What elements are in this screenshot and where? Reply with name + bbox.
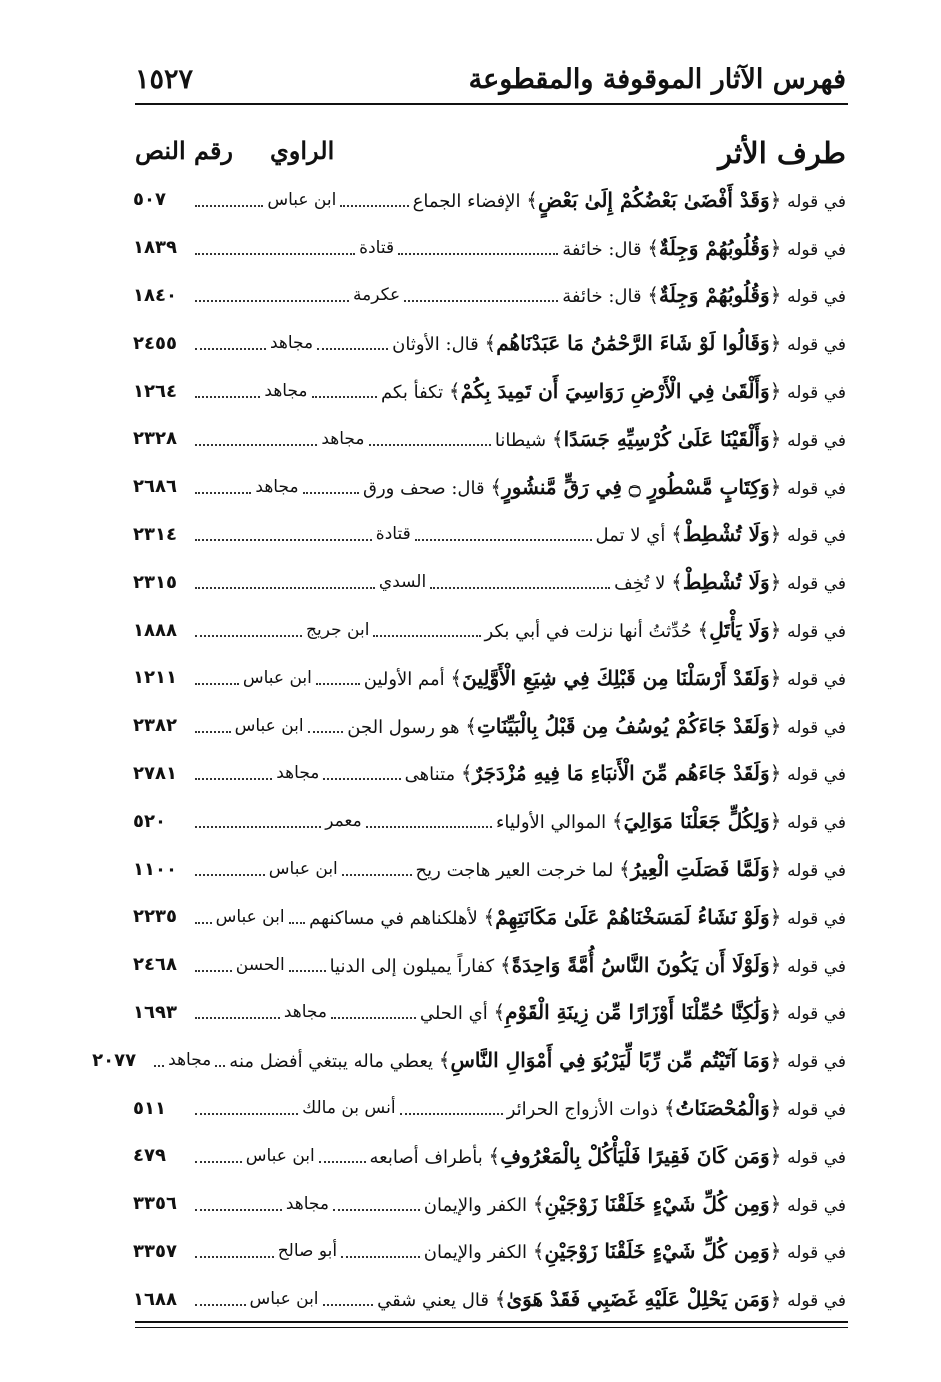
ornate-bracket-close: ﴾ [671, 522, 683, 547]
entry-explanation: أي الحلي [419, 1003, 488, 1025]
quran-phrase: وَمَا آتَيْتُم مِّن رِّبًا لِّيَرْبُوَ فِي أَمْوَالِ النَّاسِ [450, 1048, 770, 1073]
ornate-bracket-close: ﴾ [494, 1287, 507, 1312]
index-row [133, 558, 846, 606]
narrator: مجاهد [269, 333, 314, 354]
text-number: ٢٠٧٧ [92, 1049, 137, 1071]
ornate-bracket-open: ﴿ [769, 187, 782, 212]
narrator: معمر [325, 811, 362, 832]
ornate-bracket-close: ﴾ [697, 618, 710, 643]
ornate-bracket-open: ﴿ [769, 331, 782, 356]
entry-prefix: في قوله [787, 622, 846, 643]
ornate-bracket-open: ﴿ [769, 379, 782, 404]
ornate-bracket-close: ﴾ [647, 283, 660, 308]
ornate-bracket-open: ﴿ [769, 474, 782, 499]
leader-dots [333, 1209, 420, 1211]
leader-dots [289, 970, 326, 972]
ornate-bracket-open: ﴿ [769, 1239, 782, 1264]
leader-dots [195, 778, 272, 780]
column-head-narrator: الراوي [270, 136, 335, 165]
index-row [133, 702, 846, 750]
narrator: السدي [378, 572, 427, 593]
entry-explanation: قال: الأوثان [392, 334, 479, 356]
entry-text [413, 188, 846, 212]
entry-explanation: قال يعني شقي [377, 1290, 489, 1312]
ornate-bracket-open: ﴿ [769, 857, 782, 882]
leader-dots [154, 1065, 164, 1067]
leader-dots [195, 683, 239, 685]
leader-dots [369, 444, 491, 446]
leader-dots [316, 683, 360, 685]
leader-dots [195, 205, 263, 207]
leader-dots [195, 587, 375, 589]
leader-dots [430, 587, 610, 589]
leader-dots [289, 922, 306, 924]
entry-prefix: في قوله [787, 430, 846, 451]
leader-dots [415, 539, 592, 541]
index-row [133, 941, 846, 989]
ornate-bracket-close: ﴾ [663, 1096, 676, 1121]
text-number: ٢٣٢٨ [133, 428, 177, 450]
narrator: قتادة [375, 524, 411, 545]
entry-explanation: ذوات الأزواج الحرائر [506, 1099, 659, 1121]
leader-dots [303, 492, 359, 494]
entry-prefix: في قوله [787, 1004, 846, 1025]
column-head-athar: طرف الأثر [718, 136, 846, 170]
leader-dots [195, 635, 302, 637]
narrator: ابن عباس [215, 906, 285, 927]
ornate-bracket-close: ﴾ [465, 713, 477, 738]
index-row [133, 654, 846, 702]
index-row [133, 750, 846, 798]
ornate-bracket-open: ﴿ [769, 1048, 782, 1073]
leader-dots [312, 396, 377, 398]
ornate-bracket-close: ﴾ [460, 761, 473, 786]
ornate-bracket-close: ﴾ [532, 1239, 545, 1264]
text-number: ١٦٩٣ [132, 1001, 177, 1023]
entry-explanation: كفاراً يميلون إلى الدنيا [329, 955, 495, 977]
ornate-bracket-close: ﴾ [493, 1000, 506, 1025]
leader-dots [308, 731, 344, 733]
entry-prefix: في قوله [787, 1147, 846, 1168]
entry-explanation: متناهى [404, 764, 456, 786]
entry-prefix: في قوله [787, 1100, 846, 1121]
narrator: مجاهد [168, 1050, 212, 1071]
index-row [133, 1132, 846, 1180]
entry-text [507, 1096, 846, 1120]
page-number: ١٥٢٧ [135, 64, 194, 95]
index-row [133, 893, 846, 941]
narrator: عكرمة [353, 285, 401, 306]
text-number: ٢٦٨٦ [132, 476, 177, 498]
footer-rule-bottom [135, 1327, 848, 1328]
quran-phrase: وَلَقَدْ جَاءَهُم مِّنَ الْأَنبَاءِ مَا فِيهِ مُزْدَجَرٌ [472, 761, 770, 786]
leader-dots [195, 826, 321, 828]
quran-phrase: وَلَا تُشْطِطْ [682, 522, 770, 547]
ornate-bracket-close: ﴾ [647, 235, 660, 260]
text-number: ٥١١ [132, 1097, 166, 1119]
index-row [133, 272, 846, 320]
ornate-bracket-close: ﴾ [450, 665, 463, 690]
entry-explanation: لأهلكناهم في مساكنهم [309, 907, 478, 929]
narrator: مجاهد [276, 763, 320, 784]
entry-explanation: قال: خائفة [562, 238, 642, 260]
quran-phrase: وَكِتَابٍ مَّسْطُورٍ ۝ فِي رَقٍّ مَّنشُورٍ [502, 474, 770, 499]
quran-phrase: وَلَا تُشْطِطْ [682, 570, 770, 595]
entry-prefix: في قوله [787, 239, 846, 260]
quran-phrase: وَمَن يَحْلِلْ عَلَيْهِ غَضَبِي فَقَدْ هَوَىٰ [506, 1287, 770, 1312]
entry-explanation: يعطي ماله يبتغي أفضل منه [229, 1051, 434, 1073]
text-number: ١٢١١ [133, 667, 177, 689]
entry-explanation: أي لا تمل [595, 525, 666, 547]
entry-prefix: في قوله [787, 765, 846, 786]
ornate-bracket-close: ﴾ [483, 904, 496, 929]
ornate-bracket-close: ﴾ [484, 331, 497, 356]
leader-dots [195, 731, 231, 733]
ornate-bracket-close: ﴾ [448, 379, 461, 404]
narrator: قتادة [359, 237, 395, 258]
ornate-bracket-close: ﴾ [532, 1191, 545, 1216]
narrator: ابن عباس [245, 1145, 315, 1166]
ornate-bracket-open: ﴿ [769, 713, 782, 738]
narrator: مجاهد [255, 476, 299, 497]
quran-phrase: وَقُلُوبُهُمْ وَجِلَةٌ [659, 235, 770, 260]
index-row [133, 415, 846, 463]
leader-dots [195, 348, 266, 350]
column-head-number: رقم النص [135, 136, 234, 165]
leader-dots [317, 348, 388, 350]
ornate-bracket-close: ﴾ [671, 570, 683, 595]
quran-phrase: وَالْمُحْصَنَاتُ [675, 1096, 770, 1121]
entry-prefix: في قوله [787, 908, 846, 929]
ornate-bracket-close: ﴾ [500, 952, 512, 977]
text-number: ١٢٦٤ [133, 380, 177, 402]
leader-dots [340, 205, 408, 207]
quran-phrase: وَقُلُوبُهُمْ وَجِلَةٌ [659, 283, 770, 308]
ornate-bracket-open: ﴿ [769, 522, 782, 547]
ornate-bracket-close: ﴾ [526, 187, 538, 212]
entry-explanation: الكفر والإيمان [423, 1242, 528, 1264]
leader-dots [195, 874, 265, 876]
ornate-bracket-close: ﴾ [619, 857, 631, 882]
ornate-bracket-open: ﴿ [769, 904, 782, 929]
entry-text [420, 1000, 846, 1024]
entry-prefix: في قوله [787, 526, 846, 547]
entry-prefix: في قوله [787, 287, 846, 308]
index-row [133, 1275, 846, 1323]
entry-explanation: الإفضاء الجماع [412, 190, 521, 212]
running-title: فهرس الآثار الموقوفة والمقطوعة [468, 64, 846, 95]
narrator: مجاهد [264, 381, 308, 402]
entry-explanation: هو رسول الجن [347, 716, 460, 738]
ornate-bracket-open: ﴿ [769, 665, 782, 690]
entry-prefix: في قوله [787, 717, 846, 738]
entry-text [424, 1239, 846, 1263]
text-number: ١٦٨٨ [132, 1288, 177, 1310]
entry-prefix: في قوله [787, 1052, 846, 1073]
narrator: الحسن [235, 954, 285, 975]
entry-text [496, 809, 846, 833]
entry-prefix: في قوله [787, 813, 846, 834]
ornate-bracket-open: ﴿ [769, 426, 782, 451]
text-number: ٢٣١٥ [132, 571, 177, 593]
entry-explanation: الكفر والإيمان [423, 1194, 528, 1216]
narrator: أنس بن مالك [302, 1098, 396, 1119]
text-number: ٥٠٧ [133, 189, 166, 211]
leader-dots [373, 635, 480, 637]
leader-dots [342, 874, 412, 876]
text-number: ٣٣٥٧ [133, 1240, 177, 1262]
text-number: ٣٣٥٦ [132, 1193, 177, 1215]
ornate-bracket-close: ﴾ [611, 809, 624, 834]
entry-prefix: في قوله [787, 956, 846, 977]
narrator: ابن عباس [249, 1289, 319, 1310]
quran-phrase: وَلَٰكِنَّا حُمِّلْنَا أَوْزَارًا مِّن زِينَةِ الْقَوْمِ [505, 1000, 770, 1025]
entry-prefix: في قوله [787, 669, 846, 690]
ornate-bracket-open: ﴿ [769, 1096, 782, 1121]
ornate-bracket-open: ﴿ [769, 1191, 782, 1216]
index-row [133, 1180, 846, 1228]
ornate-bracket-close: ﴾ [438, 1048, 451, 1073]
entry-explanation: لا تُخِف [614, 573, 666, 595]
entry-explanation: حُدِّثتُ أنها نزلت في أبي بكر [484, 621, 692, 643]
leader-dots [195, 300, 349, 302]
leader-dots [195, 970, 232, 972]
leader-dots [215, 1065, 225, 1067]
leader-dots [195, 1209, 282, 1211]
narrator: مجاهد [321, 428, 365, 449]
quran-phrase: وَلَوْ نَشَاءُ لَمَسَخْنَاهُمْ عَلَىٰ مَكَانَتِهِمْ [495, 904, 770, 929]
text-number: ٢٢٣٥ [133, 906, 177, 928]
leader-dots [195, 1113, 298, 1115]
narrator: مجاهد [285, 1193, 329, 1214]
text-number: ٤٧٩ [132, 1145, 166, 1167]
entry-text [229, 1048, 846, 1072]
text-number: ١٨٤٠ [133, 284, 177, 306]
athar-index-list [92, 176, 846, 1323]
leader-dots [195, 922, 212, 924]
text-number: ٢٤٦٨ [132, 954, 177, 976]
leader-dots [400, 1113, 503, 1115]
leader-dots [195, 1304, 246, 1306]
ornate-bracket-open: ﴿ [769, 761, 782, 786]
entry-prefix: في قوله [787, 478, 846, 499]
index-row [133, 224, 846, 272]
quran-phrase: وَلِكُلٍّ جَعَلْنَا مَوَالِيَ [623, 809, 770, 834]
text-number: ٢٧٨١ [133, 762, 177, 784]
ornate-bracket-open: ﴿ [769, 570, 782, 595]
entry-text [485, 618, 846, 642]
entry-prefix: في قوله [787, 335, 846, 356]
narrator: ابن جريج [306, 620, 370, 641]
entry-text [392, 331, 846, 355]
leader-dots [404, 300, 558, 302]
quran-phrase: وَلَمَّا فَصَلَتِ الْعِيرُ [630, 857, 770, 882]
header-rule [135, 103, 848, 105]
index-row [133, 176, 846, 224]
entry-prefix: في قوله [787, 1195, 846, 1216]
quran-phrase: وَمِن كُلِّ شَيْءٍ خَلَقْنَا زَوْجَيْنِ [544, 1239, 770, 1264]
quran-phrase: وَلَوْلَا أَن يَكُونَ النَّاسُ أُمَّةً وَاحِدَةً [511, 952, 770, 977]
index-row [133, 511, 846, 559]
entry-prefix: في قوله [787, 191, 846, 212]
entry-explanation: شيطانا [494, 429, 547, 451]
index-row [133, 989, 846, 1037]
index-row [92, 1036, 846, 1084]
footer-rule-top [135, 1321, 848, 1323]
text-number: ١٨٣٩ [133, 237, 177, 259]
leader-dots [366, 826, 492, 828]
entry-text [562, 236, 846, 260]
entry-explanation: قال: صحف ورق [363, 477, 485, 499]
text-number: ٢٣١٤ [132, 523, 177, 545]
entry-prefix: في قوله [787, 861, 846, 882]
leader-dots [195, 539, 372, 541]
narrator: ابن عباس [268, 859, 338, 880]
entry-text [424, 1192, 846, 1216]
entry-explanation: قال: خائفة [562, 286, 642, 308]
entry-prefix: في قوله [787, 574, 846, 595]
entry-explanation: الموالي الأولياء [495, 812, 607, 834]
quran-phrase: وَلَقَدْ أَرْسَلْنَا مِن قَبْلِكَ فِي شِيَعِ الْأَوَّلِينَ [462, 665, 770, 690]
index-row [133, 797, 846, 845]
ornate-bracket-open: ﴿ [769, 1000, 782, 1025]
ornate-bracket-close: ﴾ [488, 1143, 501, 1168]
leader-dots [341, 1256, 420, 1258]
entry-text [405, 761, 846, 785]
entry-text [309, 905, 846, 929]
quran-phrase: وَأَلْقَىٰ فِي الْأَرْضِ رَوَاسِيَ أَن تَمِيدَ بِكُمْ [460, 379, 770, 404]
entry-prefix: في قوله [787, 1291, 846, 1312]
leader-dots [195, 444, 317, 446]
ornate-bracket-close: ﴾ [551, 426, 564, 451]
text-number: ٢٤٥٥ [132, 332, 177, 354]
text-number: ١١٠٠ [133, 858, 177, 880]
entry-text [377, 1287, 846, 1311]
entry-explanation: أمم الأولين [363, 668, 445, 690]
entry-text [370, 1144, 847, 1168]
leader-dots [195, 1161, 242, 1163]
narrator: أبو صالح [277, 1241, 338, 1262]
ornate-bracket-close: ﴾ [490, 474, 503, 499]
ornate-bracket-open: ﴿ [769, 809, 782, 834]
narrator: مجاهد [283, 1002, 327, 1023]
entry-explanation: لما خرجت العير هاجت ريح [415, 860, 614, 882]
text-number: ١٨٨٨ [132, 619, 177, 641]
leader-dots [319, 1161, 366, 1163]
entry-text [364, 666, 846, 690]
entry-text [562, 283, 846, 307]
entry-text [495, 427, 846, 451]
entry-text [416, 857, 846, 881]
entry-text [381, 379, 846, 403]
leader-dots [323, 1304, 374, 1306]
leader-dots [331, 1017, 416, 1019]
ornate-bracket-open: ﴿ [769, 1287, 782, 1312]
index-row [133, 319, 846, 367]
ornate-bracket-open: ﴿ [769, 1143, 782, 1168]
quran-phrase: وَمِن كُلِّ شَيْءٍ خَلَقْنَا زَوْجَيْنِ [544, 1191, 770, 1216]
entry-prefix: في قوله [787, 1243, 846, 1264]
ornate-bracket-open: ﴿ [769, 235, 782, 260]
quran-phrase: وَقَدْ أَفْضَىٰ بَعْضُكُمْ إِلَىٰ بَعْضٍ [537, 187, 770, 212]
ornate-bracket-open: ﴿ [769, 283, 782, 308]
index-row [133, 1084, 846, 1132]
entry-text [330, 953, 846, 977]
quran-phrase: وَمَن كَانَ فَقِيرًا فَلْيَأْكُلْ بِالْمَعْرُوفِ [500, 1143, 770, 1168]
index-row [133, 463, 846, 511]
entry-explanation: بأطراف أصابعه [369, 1146, 483, 1168]
narrator: ابن عباس [234, 715, 304, 736]
leader-dots [323, 778, 400, 780]
leader-dots [195, 492, 251, 494]
index-row [133, 606, 846, 654]
index-row [133, 845, 846, 893]
entry-explanation: تكفأ بكم [380, 382, 444, 404]
leader-dots [195, 396, 260, 398]
text-number: ٥٢٠ [133, 810, 166, 832]
entry-prefix: في قوله [787, 383, 846, 404]
entry-text [363, 475, 846, 499]
ornate-bracket-open: ﴿ [769, 618, 782, 643]
index-row [133, 1228, 846, 1276]
ornate-bracket-open: ﴿ [769, 952, 782, 977]
narrator: ابن عباس [267, 189, 337, 210]
quran-phrase: وَلَا يَأْتَلِ [709, 618, 770, 643]
leader-dots [195, 253, 355, 255]
entry-text [614, 570, 846, 594]
quran-phrase: وَقَالُوا لَوْ شَاءَ الرَّحْمَٰنُ مَا عَبَدْنَاهُم [496, 331, 770, 356]
narrator: ابن عباس [242, 667, 312, 688]
text-number: ٢٣٨٢ [132, 715, 177, 737]
quran-phrase: وَأَلْقَيْنَا عَلَىٰ كُرْسِيِّهِ جَسَدًا [563, 426, 770, 451]
leader-dots [195, 1256, 274, 1258]
entry-text [347, 714, 846, 738]
leader-dots [398, 253, 558, 255]
entry-text [596, 522, 847, 546]
leader-dots [195, 1017, 280, 1019]
quran-phrase: وَلَقَدْ جَاءَكُمْ يُوسُفُ مِن قَبْلُ بِالْبَيِّنَاتِ [476, 713, 770, 738]
index-row [133, 367, 846, 415]
